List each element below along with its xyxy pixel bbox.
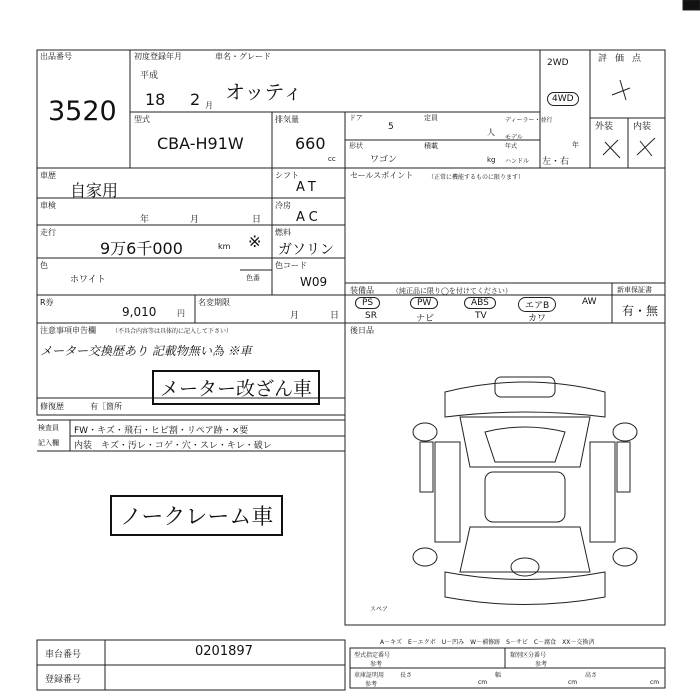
mileage-value: 9万6千000 xyxy=(100,239,183,258)
doors-value: 5 xyxy=(388,122,394,132)
handle-label: ハンドル xyxy=(505,158,530,165)
equip-tv: TV xyxy=(475,311,487,321)
sales-point-label: セールスポイント xyxy=(350,171,414,180)
lot-number: 3520 xyxy=(48,96,117,127)
repair-label: 修復歴 xyxy=(40,402,64,411)
drive-2wd: 2WD xyxy=(547,58,569,68)
inspector-row-2: 内装 キズ・汚レ・コゲ・穴・スレ・キレ・破レ xyxy=(74,441,272,451)
fuel-value: ガソリン xyxy=(278,242,334,258)
body-type-value: ワゴン xyxy=(370,155,398,165)
name-change-day-unit: 日 xyxy=(330,311,340,321)
notes-sub: （不具合内容等は具体的に記入して下さい） xyxy=(112,328,233,335)
history-label: 車歴 xyxy=(40,171,56,180)
rating-interior-label: 内装 xyxy=(633,122,652,132)
equip-aw: AW xyxy=(582,297,597,307)
height-unit: cm xyxy=(650,679,660,686)
inspection-month-unit: 月 xyxy=(190,215,200,225)
model-label: 型式 xyxy=(134,115,150,124)
car-name-label: 車名・グレード xyxy=(215,52,271,61)
no-claim-stamp: ノークレーム車 xyxy=(110,495,283,536)
color-code-value: W09 xyxy=(300,275,328,289)
name-change-month-unit: 月 xyxy=(290,311,300,321)
first-reg-month: 2 xyxy=(190,90,201,109)
equip-airbag: エアB xyxy=(518,297,556,312)
chassis-label: 車台番号 xyxy=(45,650,82,660)
registration-label: 登録番号 xyxy=(45,675,82,685)
first-reg-label: 初度登録年月 xyxy=(134,52,182,61)
equipment-label: 装備品 xyxy=(350,286,374,295)
recycle-unit: 円 xyxy=(177,309,185,318)
aircon-label: 冷房 xyxy=(275,201,291,210)
equip-sr: SR xyxy=(365,311,377,321)
color-num-label: 色番 xyxy=(246,274,260,282)
damage-legend: A－キズ E－エクボ U－凹み W－補修跡 S－サビ C－腐食 XX－交換済 xyxy=(380,639,595,646)
model-year-label: モデル年式 xyxy=(505,134,523,150)
model-value: CBA-H91W xyxy=(157,134,244,153)
length-unit: cm xyxy=(478,679,488,686)
model-year-unit: 年 xyxy=(572,141,579,149)
displacement-unit: cc xyxy=(328,155,336,163)
first-reg-month-unit: 月 xyxy=(205,101,213,110)
fuel-label: 燃料 xyxy=(275,228,291,237)
equip-leather: カワ xyxy=(528,314,547,324)
repair-value: 有［箇所 xyxy=(90,402,122,411)
inspector-row-1: FW・キズ・飛石・ヒビ割・リペア跡・×要 xyxy=(74,426,249,436)
recycle-label: R券 xyxy=(40,298,54,307)
warranty-label: 新車保証書 xyxy=(617,286,652,294)
notes-text: メーター交換歴あり 記載物無い為 ※車 xyxy=(40,344,252,358)
type-spec-ref: 参考 xyxy=(370,661,383,668)
displacement-value: 660 xyxy=(295,134,326,153)
notes-label: 注意事項申告欄 xyxy=(40,326,96,335)
equip-ps: PS xyxy=(355,297,380,309)
inspector-label-2: 記入欄 xyxy=(38,439,59,447)
spare-label: スペア xyxy=(370,606,389,613)
mileage-label: 走行 xyxy=(40,228,56,237)
body-type-label: 形状 xyxy=(349,142,363,150)
color-value: ホワイト xyxy=(70,275,106,285)
inspector-label-1: 検査員 xyxy=(38,424,59,432)
rating-label: 評価点 xyxy=(598,54,650,64)
car-name-value: オッティ xyxy=(225,80,303,104)
length-label: 長さ xyxy=(400,672,413,679)
doors-label: ドア xyxy=(349,114,363,122)
capacity-unit: 人 xyxy=(487,128,495,137)
color-label: 色 xyxy=(40,261,48,270)
sales-point-note: （正常に機能するものに限ります） xyxy=(428,174,525,181)
inspection-day-unit: 日 xyxy=(252,215,262,225)
after-label: 後日品 xyxy=(350,326,374,335)
displacement-label: 排気量 xyxy=(275,115,299,124)
color-code-label: 色コード xyxy=(275,261,307,270)
recycle-value: 9,010 xyxy=(122,305,157,319)
warranty-value: 有・無 xyxy=(622,304,659,318)
shift-label: シフト xyxy=(275,171,299,180)
load-label: 積載 xyxy=(424,142,438,150)
equip-navi: ナビ xyxy=(416,314,435,324)
width-unit: cm xyxy=(568,679,578,686)
equipment-note: （純正品に限り◯を付けてください） xyxy=(392,287,512,295)
history-value: 自家用 xyxy=(70,181,119,200)
car-damage-diagram xyxy=(405,372,645,612)
dealer-label: ディーラー・並行 xyxy=(505,117,553,124)
inspection-year-unit: 年 xyxy=(140,215,150,225)
garage-cert-ref: 参考 xyxy=(365,681,378,688)
chassis-value: 0201897 xyxy=(195,644,253,659)
garage-cert-label: 車庫証明用 xyxy=(354,672,385,679)
first-reg-year: 18 xyxy=(145,90,166,109)
inspection-label: 車検 xyxy=(40,201,56,210)
notes-stamp: メーター改ざん車 xyxy=(152,370,320,405)
first-reg-era: 平成 xyxy=(140,71,159,81)
equip-abs: ABS xyxy=(464,297,496,309)
aircon-value: AC xyxy=(296,210,322,225)
height-label: 高さ xyxy=(585,672,598,679)
lot-label: 出品番号 xyxy=(40,52,72,61)
equip-pw: PW xyxy=(410,297,438,309)
name-change-label: 名変期限 xyxy=(198,298,230,307)
class-label: 類別区分番号 xyxy=(510,652,547,659)
type-spec-label: 型式指定番号 xyxy=(354,652,391,659)
shift-value: AT xyxy=(296,180,320,195)
handle-options: 左・右 xyxy=(542,157,570,167)
width-label: 幅 xyxy=(495,672,502,679)
load-unit: kg xyxy=(487,156,496,164)
capacity-label: 定員 xyxy=(424,114,438,122)
mileage-mark: ※ xyxy=(248,232,262,251)
class-ref: 参考 xyxy=(535,661,548,668)
rating-exterior-label: 外装 xyxy=(595,122,614,132)
mileage-unit: km xyxy=(218,242,231,251)
drive-4wd-circled: 4WD xyxy=(547,92,579,106)
